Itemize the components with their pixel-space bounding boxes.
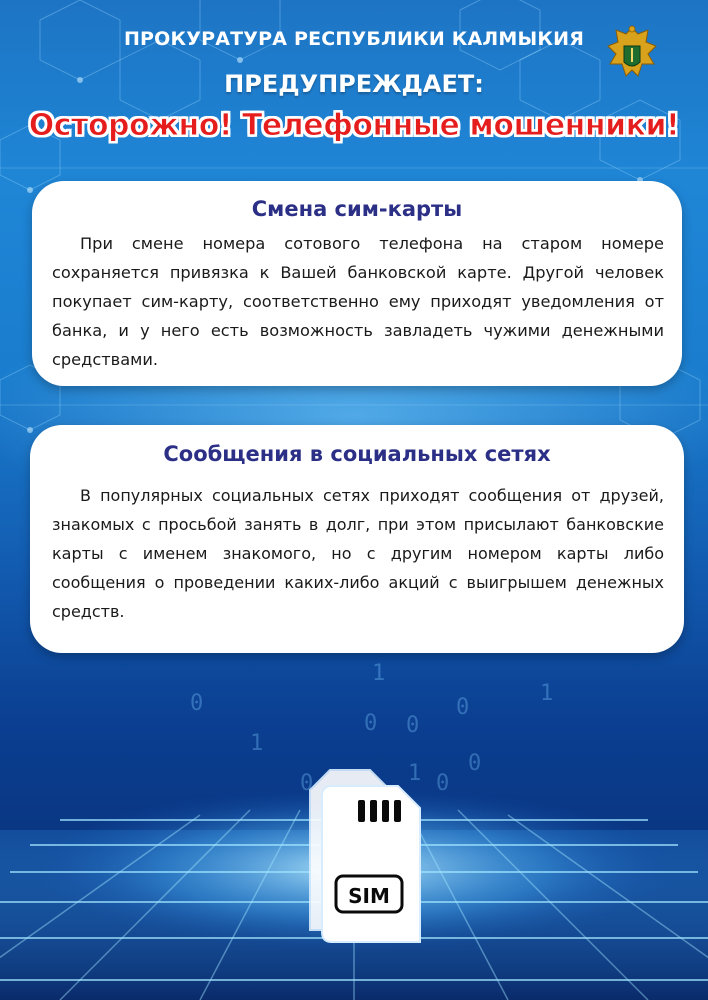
svg-text:0: 0 — [190, 691, 204, 716]
card-social-messages — [30, 425, 684, 653]
svg-text:0: 0 — [364, 711, 378, 736]
card-title: Смена сим-карты — [251, 197, 463, 221]
prosecutor-emblem-icon — [604, 24, 660, 86]
svg-text:0: 0 — [406, 713, 420, 738]
digital-platform-illustration — [0, 640, 708, 1000]
sim-card-icon — [310, 770, 420, 942]
svg-text:0: 0 — [468, 751, 482, 776]
card-sim-change — [32, 181, 682, 386]
svg-text:1: 1 — [540, 681, 554, 706]
card-text: При смене номера сотового телефона на старом номере сохраняется привязка к Вашей банковской карте. Другой человек покупает сим-карту, соответственно ему приходят уведомления от банка, и у него есть возможность завладеть чужими денежными средствами. — [52, 234, 664, 369]
organization-name: ПРОКУРАТУРА РЕСПУБЛИКИ КАЛМЫКИЯ — [123, 28, 585, 50]
headline-warning: Осторожно! Телефонные мошенники! — [28, 108, 680, 143]
card-title: Сообщения в социальных сетях — [163, 442, 551, 466]
svg-text:1: 1 — [372, 661, 386, 686]
svg-text:1: 1 — [250, 731, 264, 756]
sim-label: SIM — [348, 884, 390, 908]
svg-text:0: 0 — [456, 695, 470, 720]
card-text: В популярных социальных сетях приходят сообщения от друзей, знакомых с просьбой занять в долг, при этом присылают банковские карты с именем знакомого, но с другим номером карты либо сообщения о проведении каких-либо акций с выигрышем денежных средств. — [52, 486, 664, 621]
warning-subtitle: ПРЕДУПРЕЖДАЕТ: — [224, 70, 484, 98]
